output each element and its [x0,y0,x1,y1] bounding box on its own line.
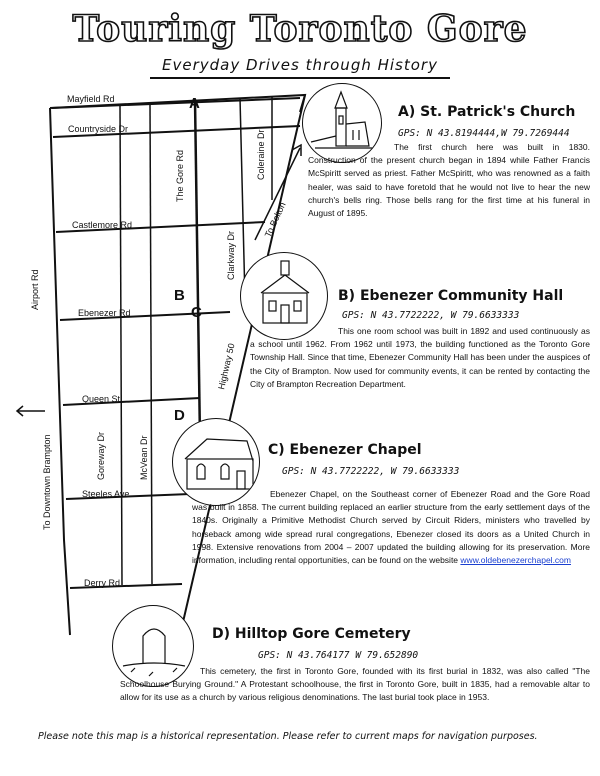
section-b-gps: GPS: N 43.7722222, W 79.6633333 [342,310,520,321]
section-b-heading: B) Ebenezer Community Hall [338,288,564,304]
marker-c: C [191,304,202,321]
chapel-website-link[interactable]: www.oldebenezerchapel.com [460,555,571,566]
section-c-heading: C) Ebenezer Chapel [268,442,422,458]
footer-note: Please note this map is a historical representation. Please refer to current maps for navigation purposes. [38,731,538,742]
road-label-mayfield: Mayfield Rd [67,94,115,104]
road-label-airport: Airport Rd [30,269,40,310]
section-d-gps: GPS: N 43.764177 W 79.652890 [258,650,419,661]
road-label-to-bolton: To Bolton [262,200,288,239]
section-d-heading: D) Hilltop Gore Cemetery [212,626,411,642]
road-label-to-downtown: To Downtown Brampton [42,434,52,530]
road-label-gore: The Gore Rd [175,149,185,202]
section-c-body-text: Ebenezer Chapel, on the Southeast corner of Ebenezer Road and the Gore Road was built in 1858. The current building replaced an earlier structure from the early settlement days of the 1840s. Originally a Primitive Methodist Church served by Circuit Riders, ministers who travelled by horseback among wide spread rural congregations, Ebenezer closed its doors as a United Church in 1998. Extensive renovations from 2004 – 2007 updated the building allowing for its preservation. More information, including rental opportunities, can be found on the website [192,489,590,566]
page-title: Touring Toronto Gore [72,8,528,50]
marker-b: B [174,287,185,304]
section-a-gps: GPS: N 43.8194444,W 79.7269444 [398,128,570,139]
road-label-clarkway: Clarkway Dr [226,230,236,280]
road-label-mcvean: McVean Dr [139,435,149,480]
page-subtitle: Everyday Drives through History [162,56,438,74]
road-label-steeles: Steeles Ave [82,489,130,499]
section-c-body [192,488,590,567]
road-label-castlemore: Castlemore Rd [72,220,133,230]
section-b-body: This one room school was built in 1892 and used continuously as a school until 1962. From 1962 until 1973, the building functioned as the Toronto Gore Township Hall. Since that time, Ebenezer Community Hall has been under the auspices of the City of Brampton. Now used for community events, it can be rented by contacting the City of Brampton Recreation Department. [250,326,590,389]
road-label-goreway: Goreway Dr [96,431,106,480]
mcvean-road [150,104,152,584]
section-a-heading: A) St. Patrick's Church [398,104,576,120]
road-label-coleraine: Coleraine Dr [256,129,266,180]
marker-a: A [189,95,200,112]
road-label-queen: Queen St [82,394,121,404]
section-c-gps: GPS: N 43.7722222, W 79.6633333 [282,466,460,477]
goreway-road [120,106,122,585]
marker-d: D [174,407,185,424]
road-label-ebenezer: Ebenezer Rd [78,308,131,318]
section-a-body: The first church here was built in 1830. Construction of the present church began in 1894 while Father Francis McSpiritt served as priest. Father McSpiritt, who was renowned as a faith healer, was said to have foretold that he would not live to hear the new church's bells ring. Those bells rang for the first time at his funeral in August of 1895. [308,142,590,219]
road-label-highway50: Highway 50 [216,342,237,391]
road-label-countryside: Countryside Dr [68,124,129,134]
subtitle-underline [150,77,450,79]
gore-road [195,100,200,440]
airport-road [50,108,70,635]
section-d-body: This cemetery, the first in Toronto Gore, founded with its first burial in 1832, was also called "The Schoolhouse Burying Ground." A Protestant schoolhouse, the first in Toronto Gore, built in 1835, had a removable altar to allow for its use as a church by various religious denominations. The last burial took place in 1953. [120,666,590,703]
road-label-derry: Derry Rd [84,578,121,588]
